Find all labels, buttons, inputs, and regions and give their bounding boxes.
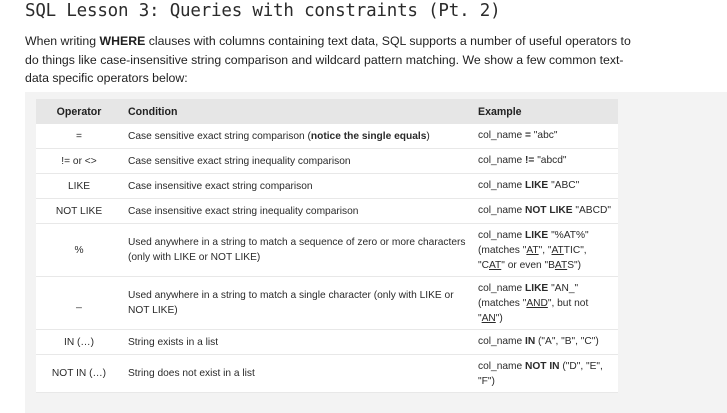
cell-text: col_name — [478, 336, 526, 347]
matched-text: AN — [481, 313, 496, 324]
cell-text: col_name — [478, 361, 526, 372]
cell-text: ("D", "E", "F") — [478, 361, 603, 387]
keyword-text: NOT LIKE — [525, 205, 573, 216]
cell-text: col_name — [478, 130, 526, 141]
cell-example — [472, 330, 618, 355]
cell-operator: NOT IN (…) — [36, 355, 122, 393]
cell-text: Used anywhere in a string to match a sequence of zero or more characters (only with LIKE or NOT LIKE) — [128, 237, 466, 263]
cell-example — [472, 355, 618, 393]
cell-text: col_name — [478, 155, 526, 166]
table-row — [36, 330, 618, 355]
page-title: SQL Lesson 3: Queries with constraints (Pt. 2) — [25, 1, 501, 21]
keyword-text: != — [525, 155, 535, 166]
header-example: Example — [472, 99, 618, 124]
table-header-row — [36, 99, 618, 124]
cell-text: Case sensitive exact string comparison ( — [128, 130, 311, 142]
table-row — [36, 149, 618, 174]
table-row — [36, 174, 618, 199]
cell-operator: _ — [36, 277, 122, 330]
cell-condition — [122, 224, 472, 277]
cell-example — [472, 174, 618, 199]
cell-example — [472, 199, 618, 224]
cell-example — [472, 124, 618, 149]
cell-text: ", " — [538, 245, 552, 256]
cell-text: col_name — [478, 283, 526, 294]
cell-text: String does not exist in a list — [128, 368, 255, 379]
cell-text: S") — [567, 260, 581, 271]
cell-condition — [122, 330, 472, 355]
header-operator: Operator — [36, 99, 122, 124]
cell-operator: IN (…) — [36, 330, 122, 355]
keyword-text: notice the single equals — [310, 130, 427, 142]
cell-example — [472, 224, 618, 277]
cell-operator: LIKE — [36, 174, 122, 199]
cell-text: col_name — [478, 205, 526, 216]
cell-condition — [122, 149, 472, 174]
matched-text: AT — [488, 260, 502, 271]
cell-text: Case insensitive exact string inequality comparison — [128, 205, 359, 217]
cell-text: ) — [426, 130, 430, 142]
intro-text-before: When writing — [25, 34, 100, 48]
cell-example — [472, 277, 618, 330]
cell-text: String exists in a list — [128, 336, 219, 348]
cell-text: "ABCD" — [572, 205, 611, 216]
matched-text: AT — [554, 260, 568, 271]
keyword-text: IN — [525, 336, 536, 347]
operators-table — [36, 99, 618, 393]
cell-text: "abc" — [530, 130, 558, 141]
cell-text: "abcd" — [534, 155, 567, 166]
cell-operator: NOT LIKE — [36, 199, 122, 224]
cell-condition — [122, 124, 472, 149]
header-condition: Condition — [122, 99, 472, 124]
cell-text: col_name — [478, 230, 526, 241]
cell-text: "ABC" — [548, 180, 580, 191]
keyword-text: = — [525, 130, 531, 141]
keyword-text: LIKE — [525, 230, 549, 241]
table-row — [36, 124, 618, 149]
cell-text: " or even "B — [501, 260, 555, 271]
cell-operator: % — [36, 224, 122, 277]
cell-example — [472, 149, 618, 174]
intro-keyword: WHERE — [99, 34, 146, 48]
table-row — [36, 224, 618, 277]
table-row — [36, 277, 618, 330]
matched-text: AT — [551, 245, 564, 256]
table-row — [36, 199, 618, 224]
cell-condition — [122, 355, 472, 393]
cell-text: Used anywhere in a string to match a single character (only with LIKE or NOT LIKE) — [128, 290, 454, 316]
cell-text: TIC", "C — [478, 245, 587, 271]
cell-operator: = — [36, 124, 122, 149]
matched-text: AND — [526, 298, 548, 309]
keyword-text: LIKE — [525, 283, 549, 294]
cell-text: Case sensitive exact string inequality comparison — [128, 155, 351, 167]
cell-condition — [122, 277, 472, 330]
table-row — [36, 355, 618, 393]
intro-text-after: clauses with columns containing text data, SQL supports a number of useful operators to do things like case-insensitive string comparison and wildcard pattern matching. We show a few common text-data specific operators below: — [25, 34, 631, 86]
cell-text: ("A", "B", "C") — [535, 336, 599, 347]
matched-text: AT — [526, 245, 539, 256]
cell-condition — [122, 174, 472, 199]
keyword-text: NOT IN — [525, 361, 560, 372]
cell-operator: != or <> — [36, 149, 122, 174]
cell-text: ") — [495, 313, 503, 324]
cell-text: col_name — [478, 180, 526, 191]
keyword-text: LIKE — [525, 180, 549, 191]
cell-text: Case insensitive exact string comparison — [128, 180, 313, 192]
cell-text: "%AT%" (matches " — [478, 230, 589, 256]
cell-text: "AN_" (matches " — [478, 283, 579, 309]
cell-condition — [122, 199, 472, 224]
cell-text: ", but not " — [478, 298, 589, 324]
intro-paragraph — [25, 32, 635, 88]
